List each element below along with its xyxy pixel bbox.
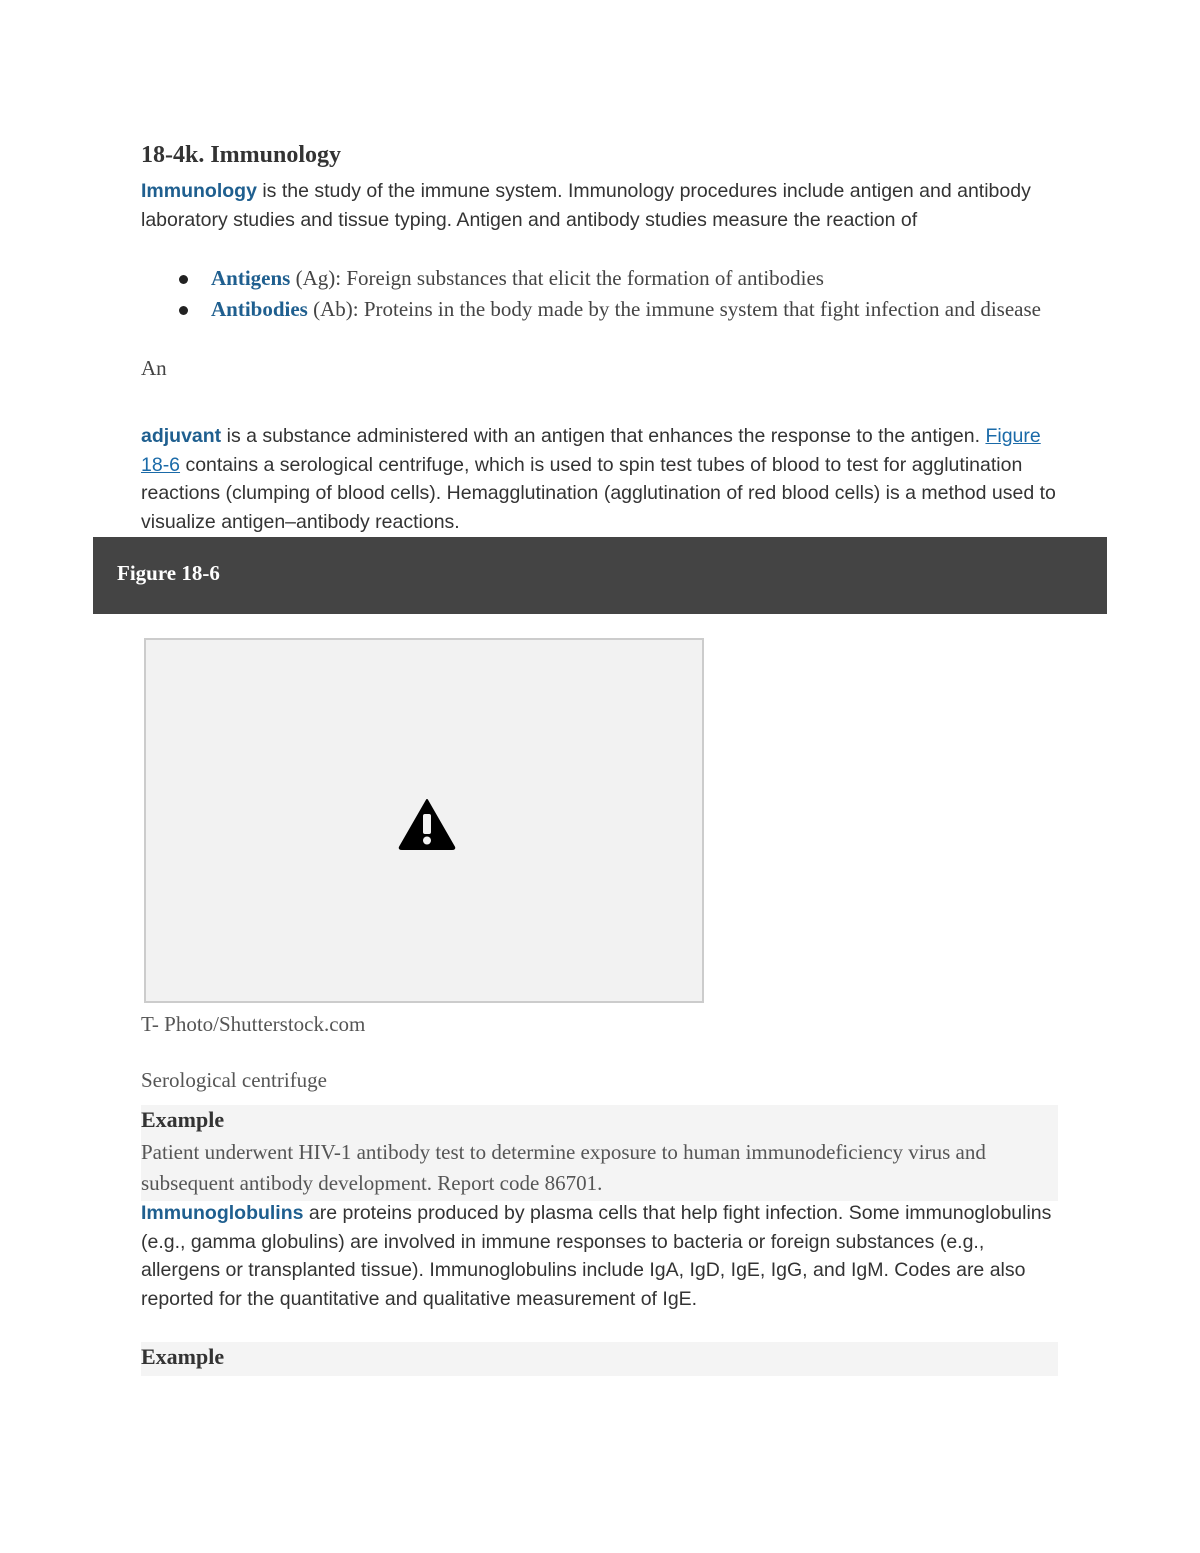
bullet-dot-icon — [179, 306, 188, 315]
example-heading: Example — [141, 1107, 225, 1132]
example-box — [141, 1342, 1058, 1376]
example-box — [141, 1105, 1058, 1201]
fragment-text: An — [141, 356, 167, 380]
page-title: 18-4k. Immunology — [141, 142, 342, 168]
figure-image-placeholder — [144, 638, 704, 1003]
figure-link[interactable]: Figure 18-6 — [141, 425, 1041, 476]
list-item — [141, 263, 1061, 294]
bullet-dot-icon — [179, 275, 188, 284]
term-adjuvant: adjuvant — [141, 425, 222, 447]
warning-icon — [398, 798, 456, 850]
example-body: Patient underwent HIV-1 antibody test to determine exposure to human immunodeficiency virus and subsequent antibody development. Report code 86701. — [141, 1140, 986, 1195]
list-item — [141, 294, 1061, 325]
adjuvant-text-2: contains a serological centrifuge, which is used to spin test tubes of blood to test for agglutination reactions (clumping of blood cells). Hemagglutination (agglutination of red blood cells) is a method used to visualize antigen–antibody reactions. — [141, 453, 1056, 533]
figure-caption: Serological centrifuge — [141, 1068, 328, 1092]
figure-banner — [93, 537, 1107, 614]
bullet-text: (Ag): Foreign substances that elicit the formation of antibodies — [290, 266, 824, 290]
example-heading: Example — [141, 1344, 225, 1369]
term-immunoglobulins: Immunoglobulins — [141, 1202, 304, 1224]
term-immunology: Immunology — [141, 180, 257, 202]
immunoglobulins-paragraph — [141, 1199, 1061, 1314]
intro-text: is the study of the immune system. Immunology procedures include antigen and antibody laboratory studies and tissue typing. Antigen and antibody studies measure the reaction of — [141, 180, 1031, 231]
image-credit: T- Photo/Shutterstock.com — [141, 1012, 366, 1036]
figure-label: Figure 18-6 — [117, 561, 220, 585]
bullet-list — [141, 263, 1061, 325]
term-antibodies: Antibodies — [211, 297, 308, 321]
term-antigens: Antigens — [211, 266, 291, 290]
adjuvant-text-1: is a substance administered with an antigen that enhances the response to the antigen. — [221, 425, 986, 447]
intro-paragraph — [141, 177, 1061, 234]
immunoglobulins-text: are proteins produced by plasma cells that help fight infection. Some immunoglobulins (e.g., gamma globulins) are involved in immune responses to bacteria or foreign substances (e.g., allergens or transplanted tissue). Immunoglobulins include IgA, IgD, IgE, IgG, and IgM. Codes are also reported for the quantitative and qualitative measurement of IgE. — [141, 1202, 1052, 1311]
bullet-text: (Ab): Proteins in the body made by the immune system that fight infection and disease — [307, 297, 1041, 321]
adjuvant-paragraph — [141, 422, 1061, 536]
